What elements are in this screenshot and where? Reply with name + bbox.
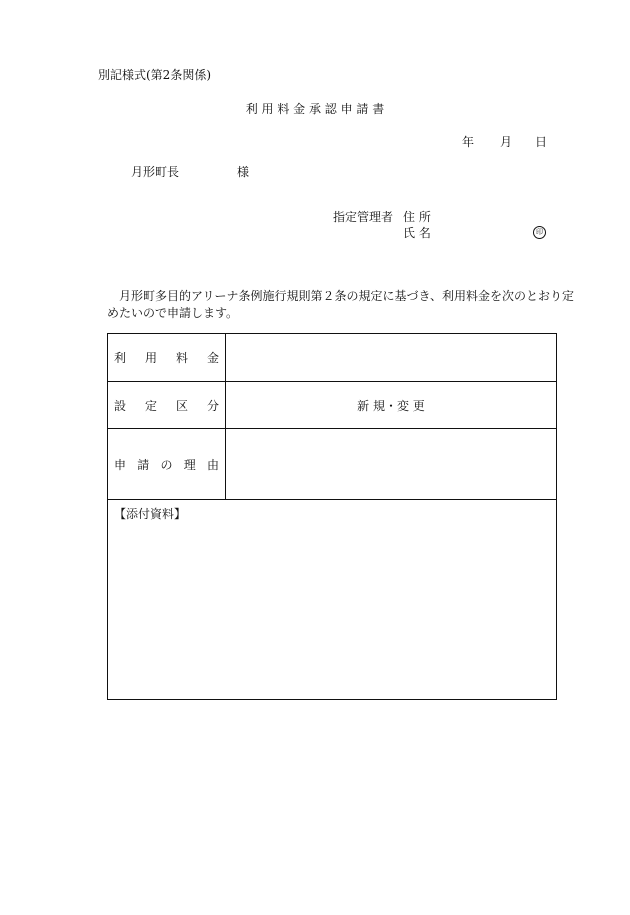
addressee-name: 月形町長: [131, 165, 180, 179]
application-form-table: [107, 333, 557, 700]
label-char: 料: [175, 351, 188, 365]
applicant-address-label: 住 所: [403, 210, 431, 224]
label-char: 定: [144, 398, 157, 413]
body-text: 月形町多目的アリーナ条例施行規則第２条の規定に基づき、利用料金を次のとおり定めたいので申請します。: [107, 289, 575, 320]
setting-type-value[interactable]: 新 規・変 更: [357, 398, 425, 413]
reason-label: [114, 456, 219, 473]
attachments-label: 【添付資料】: [114, 507, 187, 521]
label-char: 区: [175, 398, 188, 413]
label-char: の: [160, 457, 173, 472]
setting-type-label-cell: [108, 382, 226, 428]
table-row-setting-type: [108, 382, 556, 429]
label-char: 請: [137, 457, 150, 472]
fee-label-cell: [108, 334, 226, 381]
date-day-label: 日: [535, 135, 548, 149]
date-year-label: 年: [462, 135, 475, 149]
label-char: 理: [183, 457, 196, 472]
label-char: 用: [144, 351, 157, 365]
document-title: 利 用 料 金 承 認 申 請 書: [245, 102, 385, 116]
label-char: 利: [114, 351, 127, 365]
label-char: 申: [114, 457, 127, 472]
form-note: 別記様式(第2条関係): [98, 68, 211, 82]
setting-type-label: [114, 397, 219, 414]
applicant-name-label: 氏 名: [403, 226, 431, 240]
reason-value-cell[interactable]: [226, 429, 556, 499]
label-char: 金: [206, 351, 219, 365]
reason-label-cell: [108, 429, 226, 499]
seal-icon: 印: [533, 226, 546, 239]
table-row-fee: [108, 334, 556, 382]
fee-label: [114, 349, 219, 366]
addressee-honorific: 様: [237, 165, 250, 179]
label-char: 分: [206, 398, 219, 413]
label-char: 設: [114, 398, 127, 413]
table-row-reason: [108, 429, 556, 500]
label-char: 由: [206, 457, 219, 472]
applicant-role: 指定管理者: [333, 210, 394, 224]
date-month-label: 月: [500, 135, 513, 149]
fee-value-cell[interactable]: [226, 334, 556, 381]
